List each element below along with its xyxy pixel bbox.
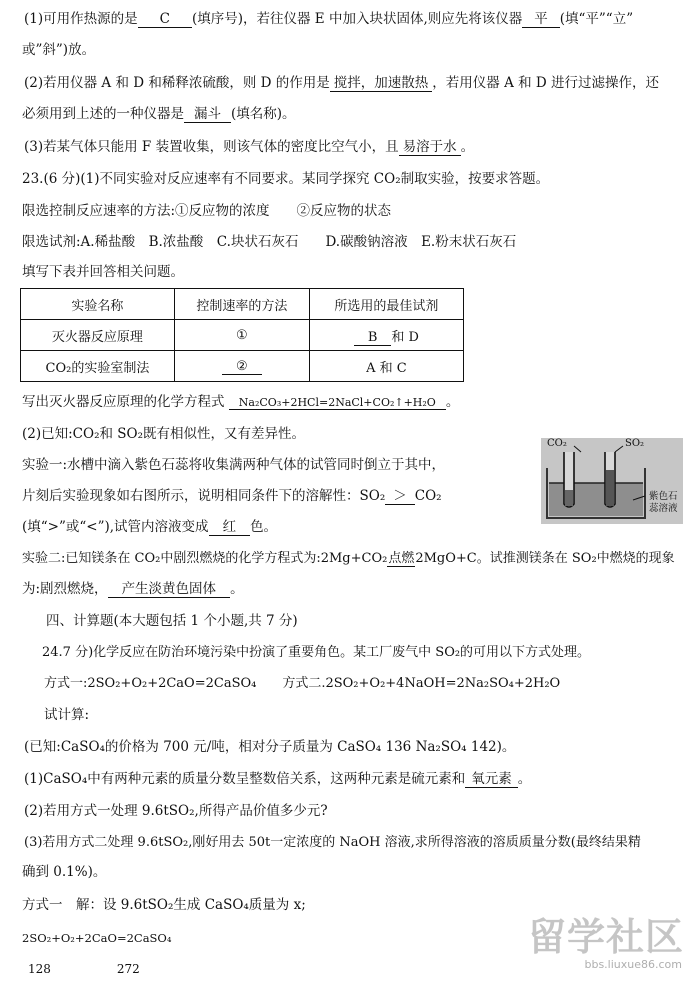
answer-blank: 易溶于水 <box>399 139 461 156</box>
table-cell: 灭火器反应原理 <box>21 320 175 351</box>
line-20: 试计算: <box>44 707 90 723</box>
line-18: 24.7 分)化学反应在防治环境污染中扮演了重要角色。某工厂废气中 SO₂的可用以下方式处理。 <box>42 645 591 660</box>
table-cell <box>309 320 463 351</box>
text: (1)CaSO₄中有两种元素的质量分数呈整数倍关系，这两种元素是硫元素和 <box>24 771 466 787</box>
line-23: (2)若用方式一处理 9.6tSO₂,所得产品价值多少元? <box>24 803 328 819</box>
text: 色。 <box>250 519 278 535</box>
watermark <box>500 900 690 980</box>
line-15 <box>22 550 675 568</box>
line-11: (2)已知:CO₂和 SO₂既有相似性，又有差异性。 <box>22 426 305 442</box>
line-22 <box>24 770 531 788</box>
answer-blank: C <box>138 11 192 28</box>
text: (填“平”“立” <box>559 11 634 27</box>
answer-blank: 搅拌，加速散热 <box>330 75 433 92</box>
text: 实验二:已知镁条在 CO₂中剧烈燃烧的化学方程式为:2Mg+CO₂ <box>22 551 388 566</box>
line-3 <box>24 74 659 92</box>
line-8: 限选试剂:A.稀盐酸 B.浓盐酸 C.块状石灰石 D.碳酸钠溶液 E.粉末状石灰石 <box>22 234 517 250</box>
answer-blank: ＞ <box>385 488 415 505</box>
answer-blank: 产生淡黄色固体 <box>108 581 231 598</box>
text: 。 <box>460 139 475 155</box>
text: (填序号)，若往仪器 E 中加入块状固体,则应先将该仪器 <box>191 11 523 27</box>
line-26: 方式一 解：设 9.6tSO₂生成 CaSO₄质量为 x; <box>22 897 306 913</box>
line-16 <box>22 580 244 598</box>
text: (3)若某气体只能用 F 装置收集，则该气体的密度比空气小，且 <box>24 139 399 155</box>
reaction-condition: 点燃 <box>388 551 415 566</box>
table-header: 控制速率的方法 <box>174 289 309 320</box>
watermark-brand: 留学社区 <box>527 915 684 959</box>
text: 。 <box>230 581 244 597</box>
line-13 <box>22 487 442 505</box>
text: (2)若用仪器 A 和 D 和稀释浓硫酸，则 D 的作用是 <box>24 75 330 91</box>
text: 必须用到上述的一种仪器是 <box>22 106 184 122</box>
text: 为:剧烈燃烧， <box>22 581 108 597</box>
text: CO₂ <box>414 488 442 504</box>
table-cell <box>174 351 309 382</box>
line-6: 23.(6 分)(1)不同实验对反应速率有不同要求。某同学探究 CO₂制取实验，按要求答题。 <box>22 171 550 187</box>
watermark-url: bbs.liuxue86.com <box>584 958 682 971</box>
text: 2MgO+C。试推测镁条在 SO₂中燃烧的现象 <box>415 551 675 566</box>
text: ，若用仪器 A 和 D 进行过滤操作，还 <box>432 75 660 91</box>
table-header: 所选用的最佳试剂 <box>309 289 463 320</box>
line-4 <box>22 105 296 123</box>
figure-label-so2: SO₂ <box>625 438 645 449</box>
line-10 <box>22 393 459 412</box>
table-header-row <box>21 289 464 320</box>
text: 和 D <box>391 329 419 345</box>
line-25: 确到 0.1%)。 <box>22 864 107 880</box>
section-heading: 四、计算题(本大题包括 1 个小题,共 7 分) <box>46 613 298 629</box>
text: 272 <box>116 962 140 976</box>
text: (填名称)。 <box>231 106 296 122</box>
answer-blank: 氧元素 <box>465 771 518 788</box>
table-cell: A 和 C <box>309 351 463 382</box>
solubility-figure <box>541 438 683 524</box>
table-cell: CO₂的实验室制法 <box>21 351 175 382</box>
text: (1)可用作热源的是 <box>24 11 138 27</box>
text: 片刻后实验现象如右图所示，说明相同条件下的溶解性：SO₂ <box>22 488 386 504</box>
answer-blank: Na₂CO₃+2HCl=2NaCl+CO₂↑+H₂O <box>229 396 446 410</box>
line-2: 或”斜”)放。 <box>22 42 96 58</box>
line-19: 方式一:2SO₂+O₂+2CaO=2CaSO₄ 方式二.2SO₂+O₂+4NaOH=2Na₂SO₄+2H₂O <box>44 676 561 691</box>
table-row <box>21 351 464 382</box>
table-header: 实验名称 <box>21 289 175 320</box>
answer-blank: 漏斗 <box>184 106 231 123</box>
answer-blank: 平 <box>522 11 560 28</box>
text: 128 <box>28 962 51 976</box>
line-5 <box>24 138 474 156</box>
line-21: (已知:CaSO₄的价格为 700 元/吨，相对分子质量为 CaSO₄ 136 Na₂SO₄ 142)。 <box>24 739 516 755</box>
figure-caption: 蕊溶液 <box>649 503 678 514</box>
line-28 <box>28 960 140 978</box>
text: (填“>”或“<”),试管内溶液变成 <box>22 519 209 535</box>
line-7: 限选控制反应速率的方法:①反应物的浓度 ②反应物的状态 <box>22 203 392 219</box>
answer-blank: B <box>354 330 392 346</box>
table-cell: ① <box>174 320 309 351</box>
text: 。 <box>517 771 532 787</box>
answer-blank: ② <box>222 359 262 375</box>
table-row <box>21 320 464 351</box>
figure-caption: 紫色石 <box>649 491 678 502</box>
line-24: (3)若用方式二处理 9.6tSO₂,刚好用去 50t一定浓度的 NaOH 溶液,求所得溶液的溶质质量分数(最终结果精 <box>24 835 641 850</box>
line-14 <box>22 518 277 536</box>
line-12: 实验一:水槽中滴入紫色石蕊将收集满两种气体的试管同时倒立于其中， <box>22 457 446 473</box>
line-1 <box>24 10 633 28</box>
figure-label-co2: CO₂ <box>547 438 567 449</box>
line-27: 2SO₂+O₂+2CaO=2CaSO₄ <box>22 931 172 945</box>
experiment-table <box>20 288 464 382</box>
text: 写出灭火器反应原理的化学方程式 <box>22 394 225 410</box>
text: 。 <box>445 394 460 410</box>
line-9: 填写下表并回答相关问题。 <box>22 264 184 280</box>
answer-blank: 红 <box>209 519 251 536</box>
